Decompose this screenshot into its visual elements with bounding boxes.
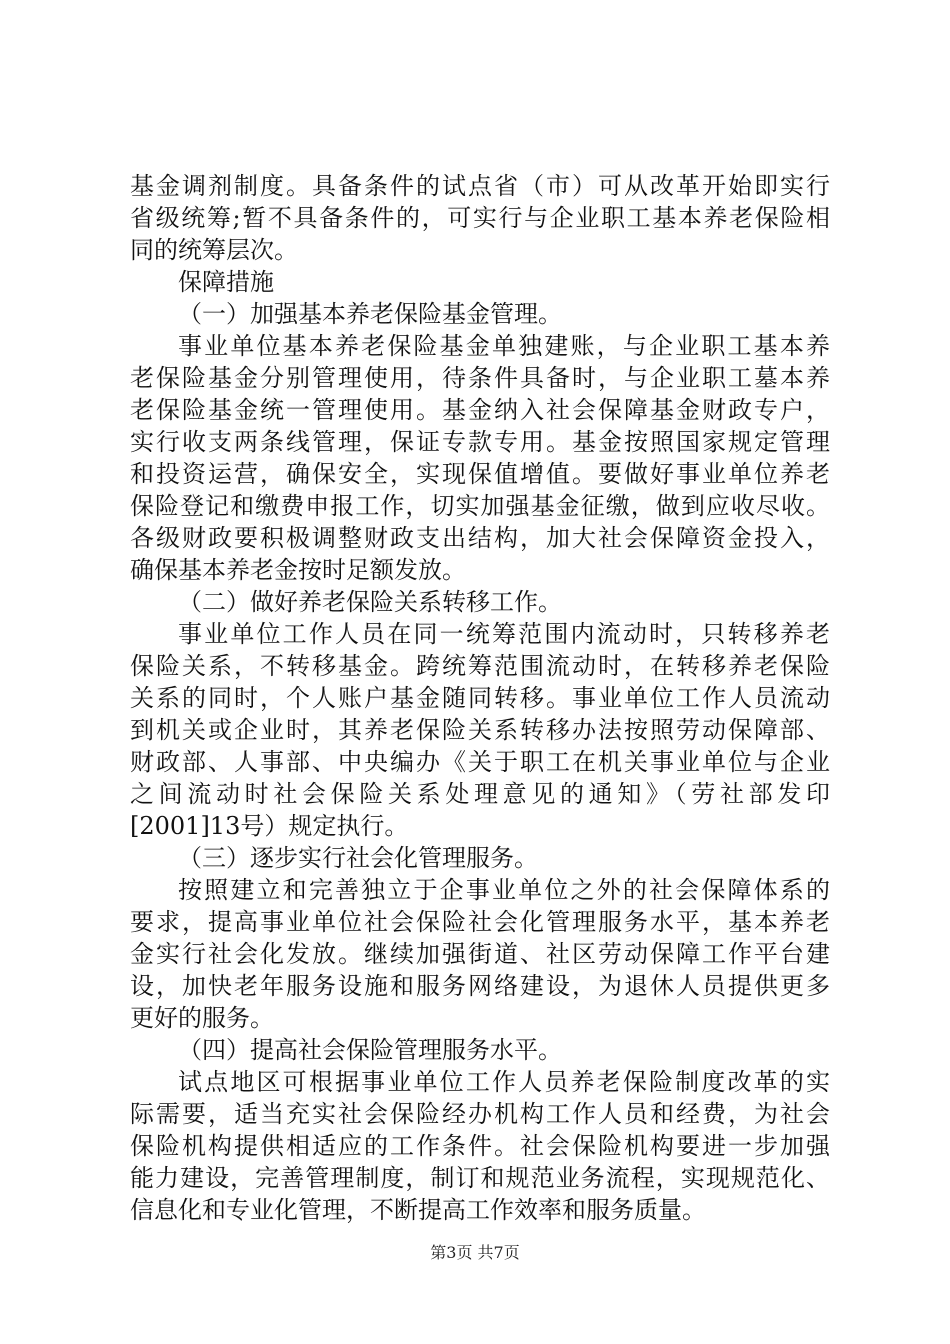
- text-line: （二）做好养老保险关系转移工作。: [178, 588, 562, 616]
- text-line: 保险登记和缴费申报工作，切实加强基金征缴，做到应收尽收。: [130, 492, 830, 520]
- text-line: （四）提高社会保险管理服务水平。: [178, 1036, 562, 1064]
- text-line: 老保险基金分别管理使用，待条件具备时，与企业职工墓本养: [130, 364, 830, 392]
- text-line: 保险关系，不转移基金。跨统筹范围流动时，在转移养老保险: [130, 652, 830, 680]
- text-line: 省级统筹;暂不具备条件的，可实行与企业职工基本养老保险相: [130, 204, 830, 232]
- text-line: 保险机构提供相适应的工作条件。社会保险机构要进一步加强: [130, 1132, 830, 1160]
- page-footer: 第3页 共7页: [430, 1243, 520, 1262]
- text-line: 按照建立和完善独立于企事业单位之外的社会保障体系的: [178, 876, 830, 904]
- text-line: 试点地区可根据事业单位工作人员养老保险制度改革的实: [178, 1068, 830, 1096]
- text-line: 实行收支两条线管理，保证专款专用。基金按照国家规定管理: [130, 428, 830, 456]
- text-line: 事业单位工作人员在同一统筹范围内流动时，只转移养老: [178, 620, 830, 648]
- text-line: 能力建设，完善管理制度，制订和规范业务流程，实现规范化、: [130, 1164, 830, 1192]
- text-line: 设，加快老年服务设施和服务网络建设，为退休人员提供更多: [130, 972, 830, 1000]
- text-line: 和投资运营，确保安全，实现保值增值。要做好事业单位养老: [130, 460, 830, 488]
- text-line: 要求，提高事业单位社会保险社会化管理服务水平，基本养老: [130, 908, 830, 936]
- text-line: （一）加强基本养老保险基金管理。: [178, 300, 562, 328]
- text-line: 确保基本养老金按时足额发放。: [130, 556, 466, 584]
- text-line: [2001]13号）规定执行。: [130, 812, 409, 840]
- text-line: （三）逐步实行社会化管理服务。: [178, 844, 538, 872]
- text-line: 到机关或企业时，其养老保险关系转移办法按照劳动保障部、: [130, 716, 830, 744]
- text-line: 关系的同时，个人账户基金随同转移。事业单位工作人员流动: [130, 684, 830, 712]
- text-line: 同的统筹层次。: [130, 236, 298, 264]
- text-line: 老保险基金统一管理使用。基金纳入社会保障基金财政专户，: [130, 396, 830, 424]
- text-line: 保障措施: [178, 268, 274, 296]
- text-line: 信息化和专业化管理，不断提高工作效率和服务质量。: [130, 1196, 706, 1224]
- text-line: 基金调剂制度。具备条件的试点省（市）可从改革开始即实行: [130, 172, 830, 200]
- text-line: 更好的服务。: [130, 1004, 274, 1032]
- text-line: 际需要，适当充实社会保险经办机构工作人员和经费，为社会: [130, 1100, 830, 1128]
- document-body: [130, 170, 830, 1226]
- text-line: 财政部、人事部、中央编办《关于职工在机关事业单位与企业: [130, 748, 830, 776]
- text-line: 之间流动时社会保险关系处理意见的通知》（劳社部发印: [130, 780, 830, 808]
- text-line: 金实行社会化发放。继续加强街道、社区劳动保障工作平台建: [130, 940, 830, 968]
- text-line: 事业单位基本养老保险基金单独建账，与企业职工基本养: [178, 332, 830, 360]
- text-line: 各级财政要积极调整财政支出结构，加大社会保障资金投入，: [130, 524, 830, 552]
